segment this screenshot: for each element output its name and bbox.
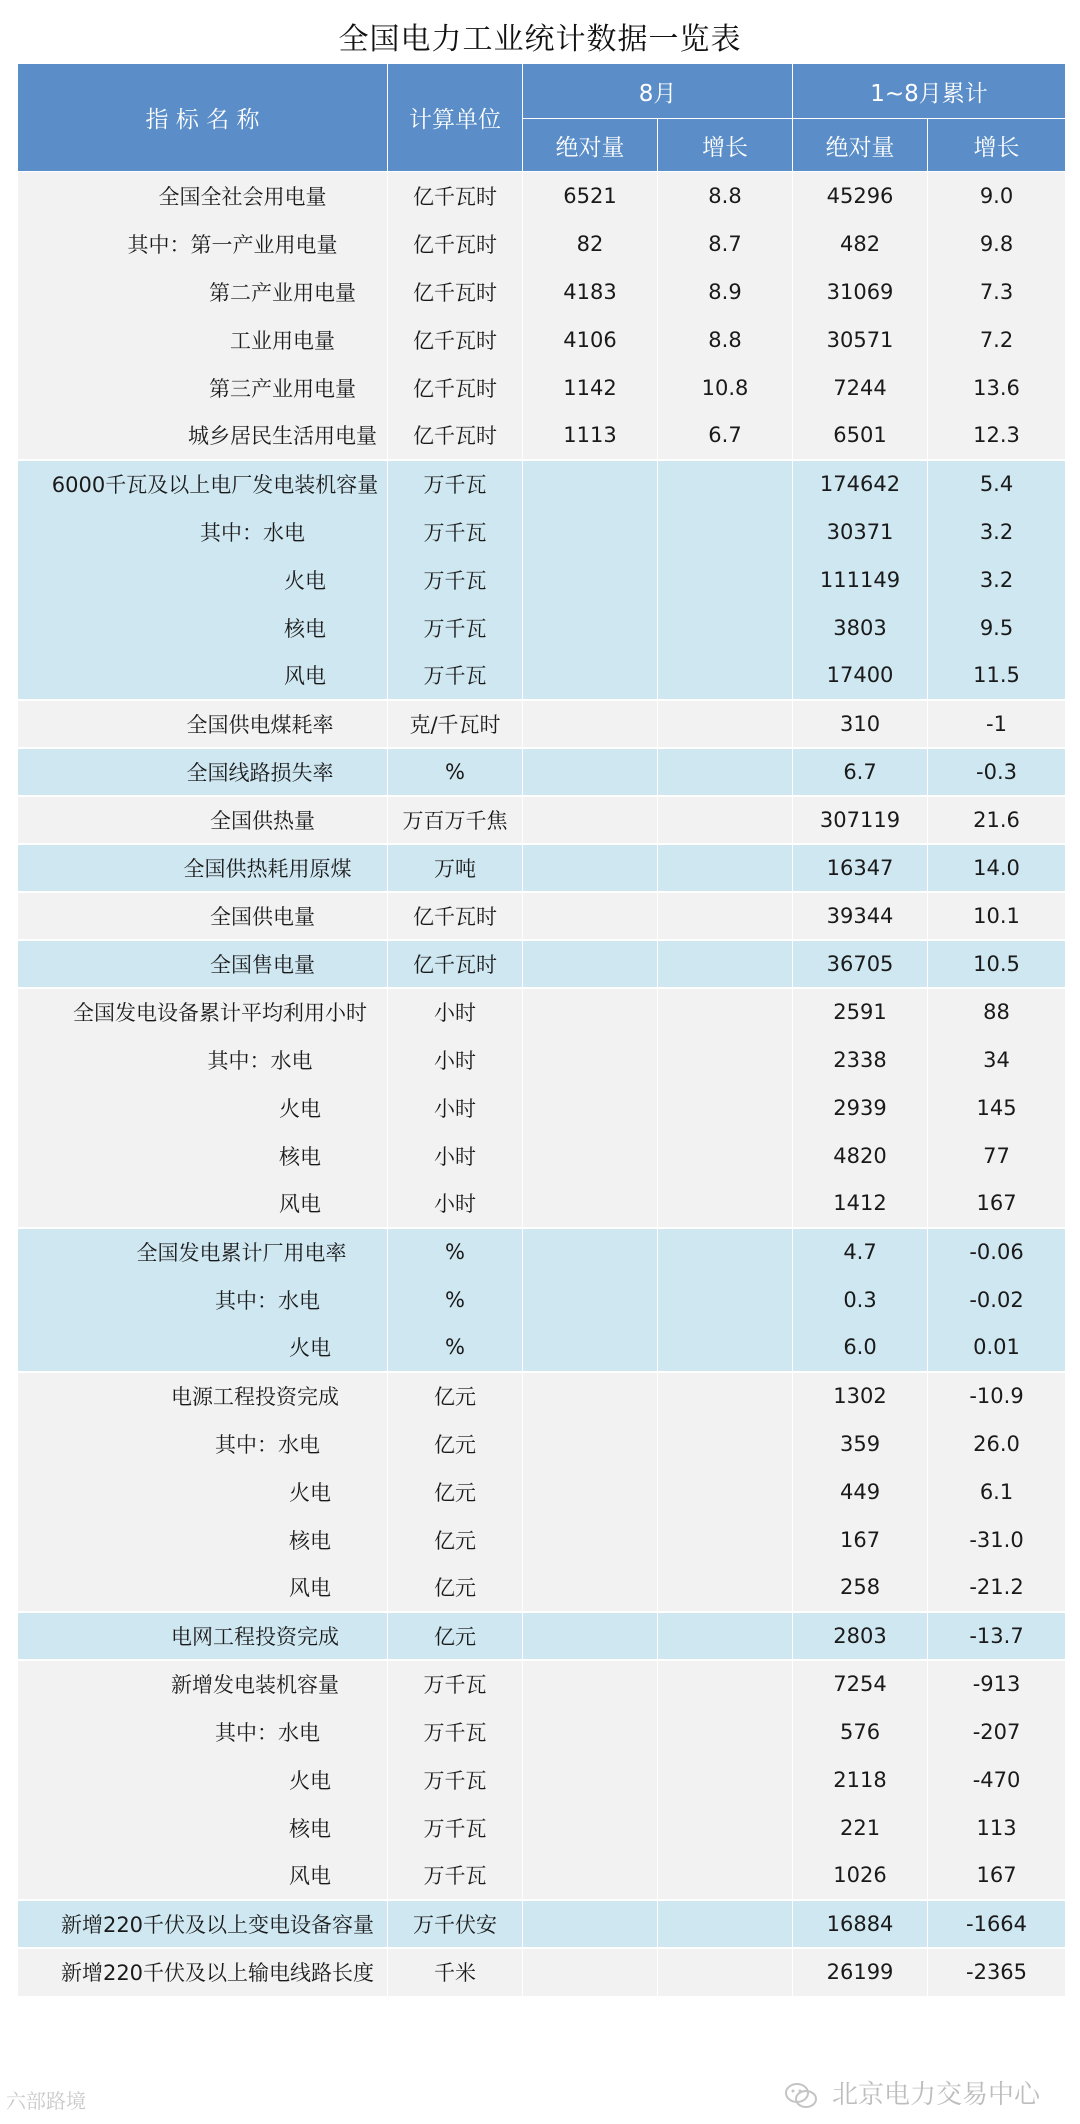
unit-cell: 亿千瓦时 — [388, 268, 523, 316]
table-row — [18, 1180, 1066, 1228]
month-absolute-cell — [523, 1852, 658, 1900]
unit-cell: % — [388, 1324, 523, 1372]
cumulative-growth-cell: 145 — [928, 1084, 1066, 1132]
table-row — [18, 1852, 1066, 1900]
header-indicator-name: 指 标 名 称 — [18, 64, 388, 172]
month-absolute-cell — [523, 1132, 658, 1180]
month-growth-cell: 10.8 — [658, 364, 793, 412]
cumulative-absolute-cell: 359 — [793, 1420, 928, 1468]
indicator-name: 电网工程投资完成 — [18, 1612, 388, 1660]
unit-cell: % — [388, 1276, 523, 1324]
cumulative-growth-cell: 3.2 — [928, 556, 1066, 604]
indicator-name: 新增220千伏及以上输电线路长度 — [18, 1948, 388, 1996]
indicator-name: 工业用电量 — [18, 316, 388, 364]
month-absolute-cell — [523, 1564, 658, 1612]
month-growth-cell: 8.8 — [658, 316, 793, 364]
table-row — [18, 748, 1066, 796]
month-growth-cell — [658, 1900, 793, 1948]
unit-cell: 小时 — [388, 988, 523, 1036]
indicator-name: 电源工程投资完成 — [18, 1372, 388, 1420]
unit-cell: 万千瓦 — [388, 460, 523, 508]
month-absolute-cell — [523, 652, 658, 700]
month-growth-cell — [658, 1180, 793, 1228]
cumulative-absolute-cell: 2118 — [793, 1756, 928, 1804]
cumulative-absolute-cell: 16347 — [793, 844, 928, 892]
month-absolute-cell — [523, 892, 658, 940]
month-absolute-cell — [523, 748, 658, 796]
unit-cell: 万千伏安 — [388, 1900, 523, 1948]
month-absolute-cell — [523, 1948, 658, 1996]
indicator-name: 全国发电设备累计平均利用小时 — [18, 988, 388, 1036]
month-growth-cell — [658, 1516, 793, 1564]
month-growth-cell — [658, 1660, 793, 1708]
cumulative-growth-cell: -1664 — [928, 1900, 1066, 1948]
cumulative-growth-cell: 77 — [928, 1132, 1066, 1180]
indicator-name: 全国发电累计厂用电率 — [18, 1228, 388, 1276]
table-row — [18, 1468, 1066, 1516]
indicator-name: 新增220千伏及以上变电设备容量 — [18, 1900, 388, 1948]
wechat-icon — [784, 2080, 832, 2110]
month-growth-cell — [658, 1756, 793, 1804]
month-absolute-cell — [523, 700, 658, 748]
indicator-name: 核电 — [18, 1516, 388, 1564]
cumulative-absolute-cell: 2803 — [793, 1612, 928, 1660]
table-row — [18, 796, 1066, 844]
unit-cell: 万千瓦 — [388, 1708, 523, 1756]
indicator-name: 核电 — [18, 604, 388, 652]
month-absolute-cell: 82 — [523, 220, 658, 268]
table-row — [18, 556, 1066, 604]
cumulative-growth-cell: -0.3 — [928, 748, 1066, 796]
table-row — [18, 1372, 1066, 1420]
indicator-name: 城乡居民生活用电量 — [18, 412, 388, 460]
cumulative-growth-cell: 167 — [928, 1180, 1066, 1228]
cumulative-absolute-cell: 1026 — [793, 1852, 928, 1900]
cumulative-growth-cell: 26.0 — [928, 1420, 1066, 1468]
unit-cell: 小时 — [388, 1132, 523, 1180]
watermark-right-text: 北京电力交易中心 — [831, 2080, 1040, 2110]
cumulative-absolute-cell: 30571 — [793, 316, 928, 364]
indicator-name: 全国供热耗用原煤 — [18, 844, 388, 892]
cumulative-growth-cell: 9.5 — [928, 604, 1066, 652]
watermark-left: 六部路境 — [6, 2089, 86, 2113]
table-row — [18, 1612, 1066, 1660]
indicator-name: 第三产业用电量 — [18, 364, 388, 412]
month-absolute-cell — [523, 1324, 658, 1372]
header-unit: 计算单位 — [388, 64, 523, 172]
cumulative-absolute-cell: 4820 — [793, 1132, 928, 1180]
month-growth-cell — [658, 604, 793, 652]
cumulative-absolute-cell: 30371 — [793, 508, 928, 556]
table-row — [18, 460, 1066, 508]
unit-cell: 小时 — [388, 1084, 523, 1132]
month-absolute-cell — [523, 1516, 658, 1564]
unit-cell: 亿元 — [388, 1516, 523, 1564]
indicator-name: 火电 — [18, 1756, 388, 1804]
table-row — [18, 1804, 1066, 1852]
month-growth-cell — [658, 1804, 793, 1852]
unit-cell: 亿千瓦时 — [388, 220, 523, 268]
unit-cell: 亿千瓦时 — [388, 412, 523, 460]
cumulative-absolute-cell: 174642 — [793, 460, 928, 508]
table-row — [18, 1276, 1066, 1324]
cumulative-growth-cell: 9.0 — [928, 172, 1066, 220]
unit-cell: 克/千瓦时 — [388, 700, 523, 748]
month-absolute-cell — [523, 1900, 658, 1948]
cumulative-absolute-cell: 2939 — [793, 1084, 928, 1132]
indicator-name: 全国供电煤耗率 — [18, 700, 388, 748]
table-row — [18, 1660, 1066, 1708]
cumulative-growth-cell: 14.0 — [928, 844, 1066, 892]
month-growth-cell — [658, 700, 793, 748]
month-absolute-cell — [523, 1084, 658, 1132]
unit-cell: 亿元 — [388, 1564, 523, 1612]
unit-cell: % — [388, 1228, 523, 1276]
indicator-name: 其中：水电 — [18, 1420, 388, 1468]
month-growth-cell: 6.7 — [658, 412, 793, 460]
cumulative-absolute-cell: 482 — [793, 220, 928, 268]
unit-cell: 亿千瓦时 — [388, 316, 523, 364]
cumulative-absolute-cell: 4.7 — [793, 1228, 928, 1276]
month-absolute-cell — [523, 1660, 658, 1708]
header-month: 8月 — [523, 64, 793, 119]
month-growth-cell — [658, 1324, 793, 1372]
cumulative-absolute-cell: 307119 — [793, 796, 928, 844]
month-growth-cell — [658, 1276, 793, 1324]
cumulative-growth-cell: 34 — [928, 1036, 1066, 1084]
month-growth-cell: 8.8 — [658, 172, 793, 220]
month-absolute-cell — [523, 1036, 658, 1084]
cumulative-growth-cell: 12.3 — [928, 412, 1066, 460]
cumulative-absolute-cell: 167 — [793, 1516, 928, 1564]
cumulative-growth-cell: 13.6 — [928, 364, 1066, 412]
table-row — [18, 1324, 1066, 1372]
month-absolute-cell — [523, 604, 658, 652]
month-growth-cell — [658, 1132, 793, 1180]
table-row — [18, 652, 1066, 700]
cumulative-absolute-cell: 16884 — [793, 1900, 928, 1948]
cumulative-absolute-cell: 1302 — [793, 1372, 928, 1420]
month-absolute-cell: 4183 — [523, 268, 658, 316]
table-row — [18, 268, 1066, 316]
table-row — [18, 172, 1066, 220]
indicator-name: 风电 — [18, 1852, 388, 1900]
table-row — [18, 604, 1066, 652]
table-row — [18, 892, 1066, 940]
month-absolute-cell — [523, 1420, 658, 1468]
indicator-name: 火电 — [18, 556, 388, 604]
indicator-name: 风电 — [18, 1564, 388, 1612]
unit-cell: 亿元 — [388, 1420, 523, 1468]
cumulative-growth-cell: -470 — [928, 1756, 1066, 1804]
cumulative-absolute-cell: 2338 — [793, 1036, 928, 1084]
cumulative-growth-cell: -913 — [928, 1660, 1066, 1708]
month-absolute-cell — [523, 1756, 658, 1804]
table-row — [18, 1228, 1066, 1276]
month-absolute-cell — [523, 1372, 658, 1420]
month-growth-cell — [658, 1564, 793, 1612]
month-growth-cell — [658, 940, 793, 988]
month-absolute-cell — [523, 1180, 658, 1228]
indicator-name: 其中：水电 — [18, 1276, 388, 1324]
month-absolute-cell — [523, 556, 658, 604]
month-growth-cell — [658, 844, 793, 892]
unit-cell: 亿元 — [388, 1612, 523, 1660]
table-row — [18, 508, 1066, 556]
unit-cell: 万吨 — [388, 844, 523, 892]
table-row — [18, 316, 1066, 364]
unit-cell: 万百万千焦 — [388, 796, 523, 844]
cumulative-growth-cell: -13.7 — [928, 1612, 1066, 1660]
unit-cell: 万千瓦 — [388, 1804, 523, 1852]
cumulative-absolute-cell: 7244 — [793, 364, 928, 412]
cumulative-absolute-cell: 1412 — [793, 1180, 928, 1228]
month-absolute-cell: 4106 — [523, 316, 658, 364]
month-growth-cell — [658, 796, 793, 844]
unit-cell: 万千瓦 — [388, 604, 523, 652]
cumulative-absolute-cell: 17400 — [793, 652, 928, 700]
unit-cell: 亿千瓦时 — [388, 940, 523, 988]
cumulative-absolute-cell: 2591 — [793, 988, 928, 1036]
indicator-name: 风电 — [18, 652, 388, 700]
month-growth-cell — [658, 1948, 793, 1996]
unit-cell: 亿元 — [388, 1372, 523, 1420]
month-growth-cell: 8.9 — [658, 268, 793, 316]
month-absolute-cell — [523, 460, 658, 508]
header-month-growth: 增长 — [658, 119, 793, 172]
cumulative-growth-cell: 6.1 — [928, 1468, 1066, 1516]
indicator-name: 其中：第一产业用电量 — [18, 220, 388, 268]
month-growth-cell — [658, 1612, 793, 1660]
month-absolute-cell — [523, 1276, 658, 1324]
indicator-name: 全国供电量 — [18, 892, 388, 940]
cumulative-absolute-cell: 31069 — [793, 268, 928, 316]
table-row — [18, 1036, 1066, 1084]
table-row — [18, 220, 1066, 268]
month-absolute-cell — [523, 1468, 658, 1516]
table-row — [18, 1420, 1066, 1468]
cumulative-growth-cell: 113 — [928, 1804, 1066, 1852]
indicator-name: 风电 — [18, 1180, 388, 1228]
indicator-name: 核电 — [18, 1132, 388, 1180]
cumulative-growth-cell: -10.9 — [928, 1372, 1066, 1420]
cumulative-absolute-cell: 576 — [793, 1708, 928, 1756]
cumulative-growth-cell: -0.06 — [928, 1228, 1066, 1276]
unit-cell: 亿千瓦时 — [388, 364, 523, 412]
header-cumulative-absolute: 绝对量 — [793, 119, 928, 172]
unit-cell: 小时 — [388, 1180, 523, 1228]
cumulative-absolute-cell: 6.0 — [793, 1324, 928, 1372]
unit-cell: 万千瓦 — [388, 1756, 523, 1804]
month-growth-cell — [658, 892, 793, 940]
month-growth-cell — [658, 460, 793, 508]
cumulative-growth-cell: -31.0 — [928, 1516, 1066, 1564]
cumulative-growth-cell: 10.1 — [928, 892, 1066, 940]
month-absolute-cell — [523, 1708, 658, 1756]
month-growth-cell — [658, 1468, 793, 1516]
unit-cell: 小时 — [388, 1036, 523, 1084]
unit-cell: 万千瓦 — [388, 1660, 523, 1708]
indicator-name: 其中：水电 — [18, 1708, 388, 1756]
month-absolute-cell — [523, 844, 658, 892]
month-growth-cell: 8.7 — [658, 220, 793, 268]
month-absolute-cell — [523, 1612, 658, 1660]
cumulative-growth-cell: 88 — [928, 988, 1066, 1036]
table-row — [18, 412, 1066, 460]
cumulative-absolute-cell: 45296 — [793, 172, 928, 220]
month-absolute-cell — [523, 1228, 658, 1276]
month-absolute-cell: 6521 — [523, 172, 658, 220]
statistics-table — [17, 63, 1066, 1996]
table-row — [18, 1132, 1066, 1180]
unit-cell: 万千瓦 — [388, 556, 523, 604]
table-row — [18, 1084, 1066, 1132]
cumulative-absolute-cell: 258 — [793, 1564, 928, 1612]
month-absolute-cell: 1142 — [523, 364, 658, 412]
table-row — [18, 844, 1066, 892]
cumulative-growth-cell: -21.2 — [928, 1564, 1066, 1612]
month-growth-cell — [658, 988, 793, 1036]
indicator-name: 全国供热量 — [18, 796, 388, 844]
month-growth-cell — [658, 556, 793, 604]
cumulative-growth-cell: -1 — [928, 700, 1066, 748]
table-row — [18, 1948, 1066, 1996]
indicator-name: 第二产业用电量 — [18, 268, 388, 316]
month-absolute-cell — [523, 796, 658, 844]
month-absolute-cell — [523, 940, 658, 988]
header-cumulative-growth: 增长 — [928, 119, 1066, 172]
indicator-name: 全国线路损失率 — [18, 748, 388, 796]
indicator-name: 火电 — [18, 1324, 388, 1372]
month-growth-cell — [658, 1084, 793, 1132]
cumulative-absolute-cell: 310 — [793, 700, 928, 748]
cumulative-absolute-cell: 3803 — [793, 604, 928, 652]
table-row — [18, 1516, 1066, 1564]
month-absolute-cell: 1113 — [523, 412, 658, 460]
unit-cell: 万千瓦 — [388, 652, 523, 700]
indicator-name: 其中：水电 — [18, 508, 388, 556]
indicator-name: 核电 — [18, 1804, 388, 1852]
header-cumulative: 1~8月累计 — [793, 64, 1066, 119]
cumulative-growth-cell: -207 — [928, 1708, 1066, 1756]
cumulative-growth-cell: 11.5 — [928, 652, 1066, 700]
table-row — [18, 1564, 1066, 1612]
unit-cell: 亿千瓦时 — [388, 172, 523, 220]
watermark-right — [784, 2074, 1040, 2111]
month-growth-cell — [658, 1708, 793, 1756]
month-growth-cell — [658, 1420, 793, 1468]
cumulative-growth-cell: -0.02 — [928, 1276, 1066, 1324]
table-row — [18, 364, 1066, 412]
month-growth-cell — [658, 1852, 793, 1900]
month-absolute-cell — [523, 988, 658, 1036]
cumulative-growth-cell: 0.01 — [928, 1324, 1066, 1372]
table-row — [18, 1708, 1066, 1756]
table-row — [18, 940, 1066, 988]
cumulative-absolute-cell: 39344 — [793, 892, 928, 940]
cumulative-absolute-cell: 36705 — [793, 940, 928, 988]
table-row — [18, 1756, 1066, 1804]
table-row — [18, 700, 1066, 748]
month-absolute-cell — [523, 1804, 658, 1852]
cumulative-absolute-cell: 6.7 — [793, 748, 928, 796]
unit-cell: 千米 — [388, 1948, 523, 1996]
cumulative-growth-cell: 10.5 — [928, 940, 1066, 988]
unit-cell: 万千瓦 — [388, 1852, 523, 1900]
month-growth-cell — [658, 1036, 793, 1084]
indicator-name: 其中：水电 — [18, 1036, 388, 1084]
indicator-name: 全国售电量 — [18, 940, 388, 988]
cumulative-absolute-cell: 7254 — [793, 1660, 928, 1708]
cumulative-absolute-cell: 26199 — [793, 1948, 928, 1996]
indicator-name: 火电 — [18, 1468, 388, 1516]
table-row — [18, 988, 1066, 1036]
month-growth-cell — [658, 508, 793, 556]
month-growth-cell — [658, 1228, 793, 1276]
unit-cell: 亿元 — [388, 1468, 523, 1516]
cumulative-growth-cell: 7.3 — [928, 268, 1066, 316]
month-growth-cell — [658, 652, 793, 700]
unit-cell: 万千瓦 — [388, 508, 523, 556]
cumulative-absolute-cell: 221 — [793, 1804, 928, 1852]
cumulative-absolute-cell: 449 — [793, 1468, 928, 1516]
month-absolute-cell — [523, 508, 658, 556]
page-title: 全国电力工业统计数据一览表 — [338, 22, 742, 57]
table-row — [18, 1900, 1066, 1948]
cumulative-absolute-cell: 0.3 — [793, 1276, 928, 1324]
cumulative-growth-cell: 7.2 — [928, 316, 1066, 364]
cumulative-growth-cell: 9.8 — [928, 220, 1066, 268]
cumulative-growth-cell: -2365 — [928, 1948, 1066, 1996]
unit-cell: % — [388, 748, 523, 796]
month-growth-cell — [658, 1372, 793, 1420]
indicator-name: 6000千瓦及以上电厂发电装机容量 — [18, 460, 388, 508]
header-month-absolute: 绝对量 — [523, 119, 658, 172]
cumulative-absolute-cell: 111149 — [793, 556, 928, 604]
month-growth-cell — [658, 748, 793, 796]
cumulative-growth-cell: 5.4 — [928, 460, 1066, 508]
indicator-name: 新增发电装机容量 — [18, 1660, 388, 1708]
cumulative-growth-cell: 21.6 — [928, 796, 1066, 844]
indicator-name: 火电 — [18, 1084, 388, 1132]
cumulative-growth-cell: 167 — [928, 1852, 1066, 1900]
cumulative-growth-cell: 3.2 — [928, 508, 1066, 556]
cumulative-absolute-cell: 6501 — [793, 412, 928, 460]
unit-cell: 亿千瓦时 — [388, 892, 523, 940]
indicator-name: 全国全社会用电量 — [18, 172, 388, 220]
